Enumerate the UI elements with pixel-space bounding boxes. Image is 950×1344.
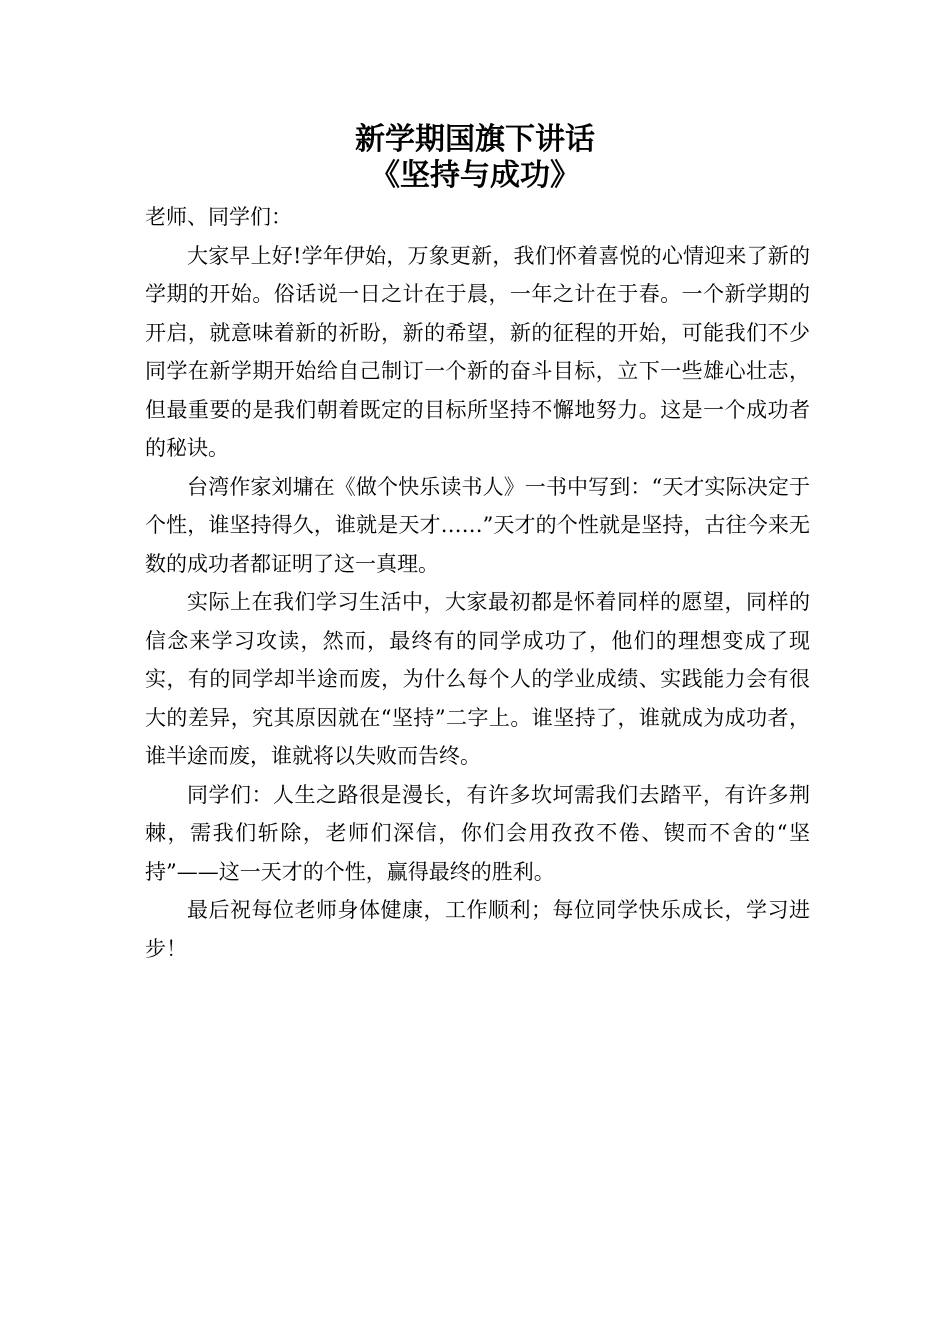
salutation: 老师、同学们： — [145, 205, 292, 229]
document-subtitle: 《坚持与成功》 — [370, 158, 580, 193]
paragraph-3: 实际上在我们学习生活中，大家最初都是怀着同样的愿望，同样的信念来学习攻读，然而，最终有的同学成功了，他们的理想变成了现实，有的同学却半途而废，为什么每个人的学业成绩、实践能力会有很大的差异，究其原因就在“坚持”二字上。谁坚持了，谁就成为成功者，谁半途而废，谁就将以失败而告终。 — [145, 590, 810, 768]
paragraph-1: 大家早上好!学年伊始，万象更新，我们怀着喜悦的心情迎来了新的学期的开始。俗话说一日之计在于晨，一年之计在于春。一个新学期的开启，就意味着新的祈盼，新的希望，新的征程的开始，可能我们不少同学在新学期开始给自己制订一个新的奋斗目标，立下一些雄心壮志，但最重要的是我们朝着既定的目标所坚持不懈地努力。这是一个成功者的秘诀。 — [145, 243, 810, 460]
document-body — [145, 198, 810, 968]
paragraph-2: 台湾作家刘墉在《做个快乐读书人》一书中写到：“天才实际决定于个性，谁坚持得久，谁就是天才……”天才的个性就是坚持，古往今来无数的成功者都证明了这一真理。 — [145, 474, 810, 576]
paragraph-5: 最后祝每位老师身体健康，工作顺利；每位同学快乐成长，学习进步！ — [145, 898, 810, 961]
paragraph-4: 同学们：人生之路很是漫长，有许多坎坷需我们去踏平，有许多荆棘，需我们斩除，老师们深信，你们会用孜孜不倦、锲而不舍的“坚持”——这一天才的个性，赢得最终的胜利。 — [145, 782, 810, 884]
document-title: 新学期国旗下讲话 — [355, 122, 595, 157]
